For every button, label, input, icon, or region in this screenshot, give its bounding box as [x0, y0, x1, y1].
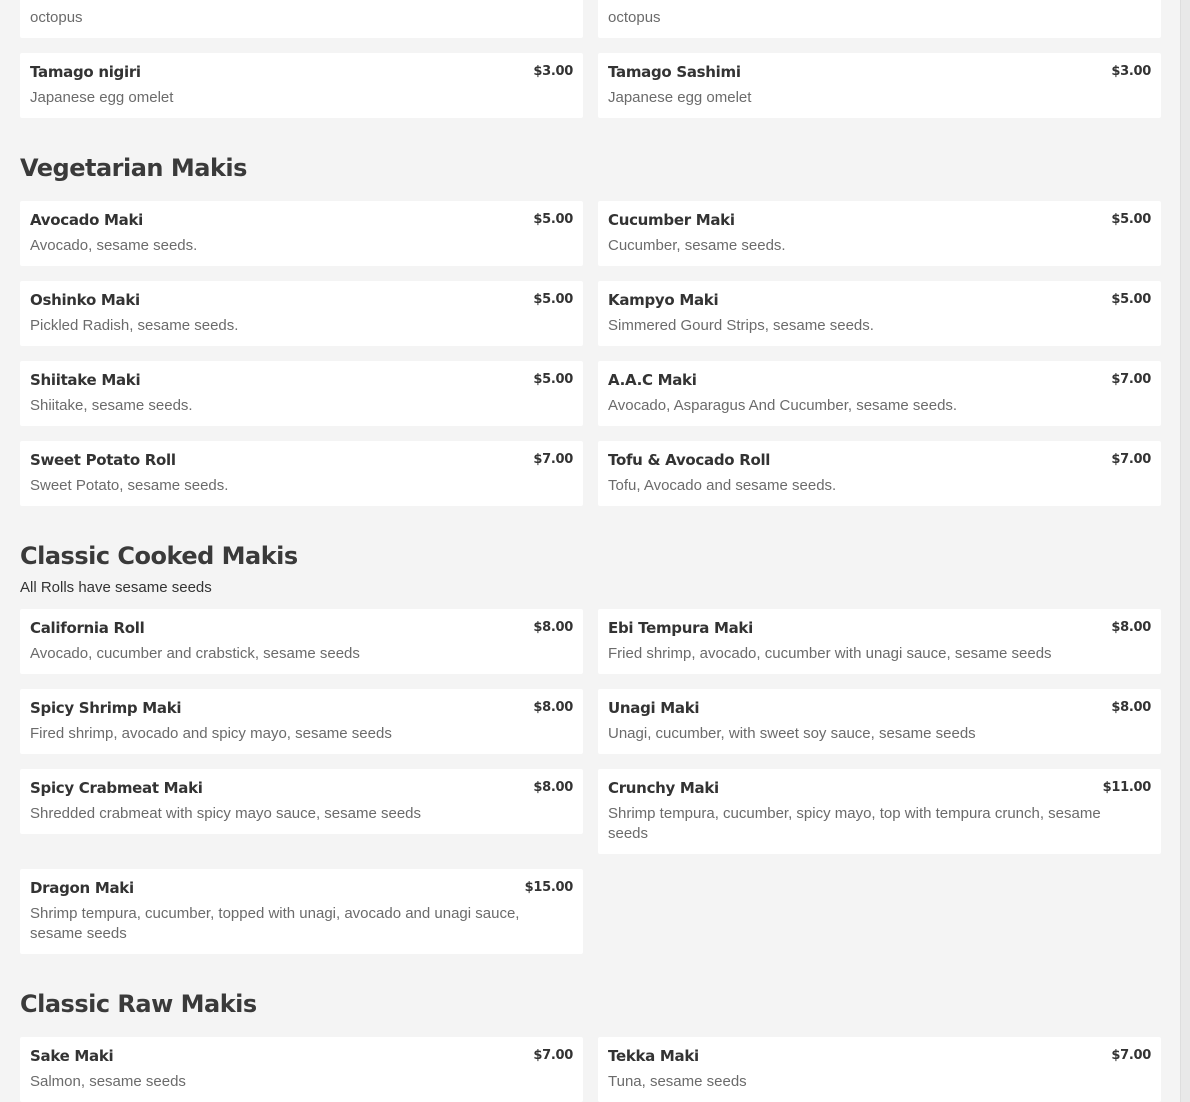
menu-item-card[interactable] [20, 53, 583, 118]
menu-item-description: Unagi, cucumber, with sweet soy sauce, sesame seeds [608, 725, 976, 742]
menu-item-card[interactable] [20, 769, 583, 834]
menu-item-name: Kampyo Maki [608, 291, 719, 309]
menu-item-card[interactable] [20, 201, 583, 266]
menu-item-card[interactable] [20, 361, 583, 426]
menu-item-description: Avocado, cucumber and crabstick, sesame seeds [30, 645, 360, 662]
menu-item-price: $7.00 [1111, 452, 1151, 467]
menu-item-name: Tekka Maki [608, 1047, 699, 1065]
menu-item-card[interactable] [598, 0, 1161, 38]
menu-item-description: Salmon, sesame seeds [30, 1073, 186, 1090]
menu-item-card[interactable] [598, 201, 1161, 266]
menu-item-description: octopus [608, 9, 661, 26]
menu-item-description: Pickled Radish, sesame seeds. [30, 317, 239, 334]
menu-item-description: Cucumber, sesame seeds. [608, 237, 786, 254]
menu-item-price: $8.00 [1111, 620, 1151, 635]
menu-item-price: $8.00 [1111, 700, 1151, 715]
menu-item-card[interactable] [20, 0, 583, 38]
section-title: Classic Raw Makis [20, 990, 257, 1018]
menu-item-name: Sake Maki [30, 1047, 114, 1065]
menu-item-name: Tofu & Avocado Roll [608, 451, 771, 469]
menu-item-price: $3.00 [533, 64, 573, 79]
menu-item-name: Ebi Tempura Maki [608, 619, 753, 637]
menu-item-card[interactable] [20, 281, 583, 346]
menu-item-price: $5.00 [533, 212, 573, 227]
menu-item-name: California Roll [30, 619, 145, 637]
menu-item-name: Oshinko Maki [30, 291, 140, 309]
menu-item-card[interactable] [598, 609, 1161, 674]
menu-item-name: Sweet Potato Roll [30, 451, 176, 469]
menu-item-name: Dragon Maki [30, 879, 134, 897]
menu-item-description: Shrimp tempura, cucumber, spicy mayo, top with tempura crunch, sesame seeds [608, 805, 1101, 842]
section-title: Vegetarian Makis [20, 154, 247, 182]
menu-item-price: $5.00 [533, 372, 573, 387]
menu-item-card[interactable] [598, 689, 1161, 754]
page-scrollbar[interactable] [1180, 0, 1190, 1102]
menu-item-price: $3.00 [1111, 64, 1151, 79]
menu-item-description: Japanese egg omelet [608, 89, 752, 106]
menu-item-price: $8.00 [533, 700, 573, 715]
menu-item-name: Cucumber Maki [608, 211, 735, 229]
menu-item-description: Avocado, sesame seeds. [30, 237, 198, 254]
menu-item-name: Unagi Maki [608, 699, 700, 717]
menu-item-price: $5.00 [1111, 212, 1151, 227]
menu-item-description: Fried shrimp, avocado, cucumber with unagi sauce, sesame seeds [608, 645, 1052, 662]
menu-item-description: Simmered Gourd Strips, sesame seeds. [608, 317, 874, 334]
menu-item-card[interactable] [598, 281, 1161, 346]
menu-item-price: $5.00 [533, 292, 573, 307]
menu-item-card[interactable] [598, 53, 1161, 118]
menu-item-price: $7.00 [1111, 1048, 1151, 1063]
menu-item-price: $7.00 [533, 1048, 573, 1063]
menu-item-name: Spicy Crabmeat Maki [30, 779, 203, 797]
menu-item-description: Shiitake, sesame seeds. [30, 397, 193, 414]
menu-item-card[interactable] [20, 441, 583, 506]
menu-item-description: Tuna, sesame seeds [608, 1073, 747, 1090]
menu-item-name: Spicy Shrimp Maki [30, 699, 182, 717]
menu-item-card[interactable] [598, 769, 1161, 854]
menu-item-card[interactable] [598, 361, 1161, 426]
menu-item-card[interactable] [20, 1037, 583, 1102]
menu-item-description: Tofu, Avocado and sesame seeds. [608, 477, 837, 494]
menu-item-name: Tamago Sashimi [608, 63, 741, 81]
menu-item-price: $7.00 [533, 452, 573, 467]
menu-item-description: Shredded crabmeat with spicy mayo sauce, sesame seeds [30, 805, 422, 822]
menu-item-description: Shrimp tempura, cucumber, topped with unagi, avocado and unagi sauce, sesame seeds [30, 905, 520, 942]
menu-item-name: Avocado Maki [30, 211, 144, 229]
menu-item-name: Shiitake Maki [30, 371, 141, 389]
menu-item-name: Crunchy Maki [608, 779, 719, 797]
menu-item-description: octopus [30, 9, 83, 26]
menu-item-price: $15.00 [524, 880, 573, 895]
menu-item-card[interactable] [20, 609, 583, 674]
menu-item-card[interactable] [598, 1037, 1161, 1102]
menu-item-name: Tamago nigiri [30, 63, 141, 81]
menu-item-name: A.A.C Maki [608, 371, 697, 389]
menu-item-description: Sweet Potato, sesame seeds. [30, 477, 229, 494]
section-title: Classic Cooked Makis [20, 542, 298, 570]
menu-item-price: $7.00 [1111, 372, 1151, 387]
menu-item-price: $8.00 [533, 780, 573, 795]
menu-item-description: Avocado, Asparagus And Cucumber, sesame seeds. [608, 397, 958, 414]
menu-item-price: $11.00 [1102, 780, 1151, 795]
menu-item-price: $8.00 [533, 620, 573, 635]
menu-item-price: $5.00 [1111, 292, 1151, 307]
menu-item-card[interactable] [20, 689, 583, 754]
menu-item-card[interactable] [598, 441, 1161, 506]
menu-item-card[interactable] [20, 869, 583, 954]
section-note: All Rolls have sesame seeds [20, 579, 212, 596]
menu-item-description: Fired shrimp, avocado and spicy mayo, sesame seeds [30, 725, 392, 742]
menu-item-description: Japanese egg omelet [30, 89, 174, 106]
